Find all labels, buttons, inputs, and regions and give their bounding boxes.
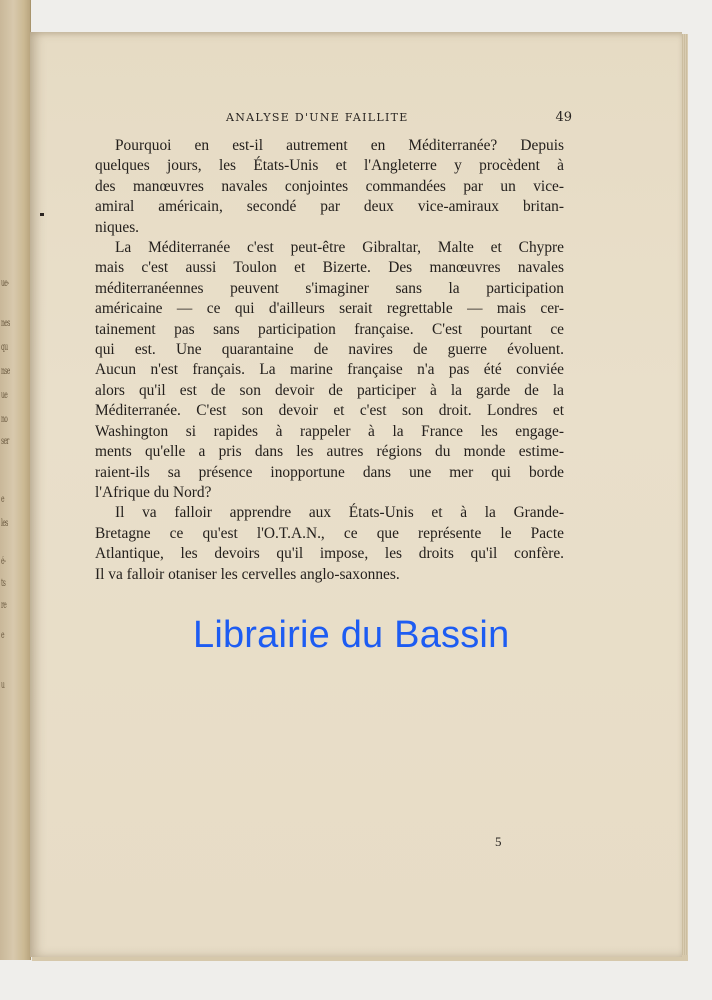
text-line: quelques jours, les États-Unis et l'Angleterre y procèdent à <box>95 157 564 175</box>
text-line: niques. <box>95 218 140 236</box>
text-line: Washington si rapides à rappeler à la France les engage- <box>95 422 564 440</box>
text-line: qui est. Une quarantaine de navires de guerre évoluent. <box>95 341 564 359</box>
running-title: ANALYSE D'UNE FAILLITE <box>226 111 409 124</box>
facing-page-text-fragment: é- <box>1 556 6 567</box>
facing-page-text-fragment: qu <box>1 342 8 353</box>
text-line: Pourquoi en est-il autrement en Méditerranée? Depuis <box>115 137 564 154</box>
facing-page-text-fragment: re <box>1 600 7 611</box>
paragraph <box>95 136 564 238</box>
text-line: méditerranéennes peuvent s'imaginer sans la participation <box>95 279 564 297</box>
facing-page-text-fragment: les <box>1 518 8 529</box>
facing-page-text-fragment: nse <box>1 366 10 377</box>
facing-page-text-fragment: ue <box>1 390 8 401</box>
text-line: Atlantique, les devoirs qu'il impose, les droits qu'il confère. <box>95 545 564 563</box>
facing-page-text-fragment: ser <box>1 436 9 447</box>
text-line: Aucun n'est français. La marine française n'a pas été conviée <box>95 361 564 379</box>
body-text <box>95 136 564 585</box>
text-line: raient-ils sa présence inopportune dans une mer qui borde <box>95 463 564 481</box>
watermark-text: Librairie du Bassin <box>193 614 510 656</box>
signature-mark: 5 <box>495 834 502 849</box>
page-number: 49 <box>555 110 572 125</box>
paragraph <box>95 238 564 503</box>
text-line: Il va falloir apprendre aux États-Unis et à la Grande- <box>115 504 564 522</box>
text-line: tainement pas sans participation française. C'est pourtant ce <box>95 320 564 338</box>
ink-mark <box>40 213 44 216</box>
text-line: mais c'est aussi Toulon et Bizerte. Des manœuvres navales <box>95 259 564 277</box>
text-line: Bretagne ce qu'est l'O.T.A.N., ce que représente le Pacte <box>95 524 564 542</box>
text-line: l'Afrique du Nord? <box>95 483 212 501</box>
facing-page-text-fragment: e <box>1 630 4 641</box>
facing-page-text-fragment: nes <box>1 318 10 329</box>
text-line: La Méditerranée c'est peut-être Gibraltar, Malte et Chypre <box>115 239 564 257</box>
text-line: ments qu'elle a pris dans les autres régions du monde estime- <box>95 443 564 461</box>
text-line: Il va falloir otaniser les cervelles anglo-saxonnes. <box>95 565 400 583</box>
facing-page-edge <box>0 0 31 960</box>
text-line: Méditerranée. C'est son devoir et c'est son droit. Londres et <box>95 402 564 420</box>
text-line: des manœuvres navales conjointes commandées par un vice- <box>95 177 564 195</box>
text-line: américaine — ce qui d'ailleurs serait regrettable — mais cer- <box>95 300 564 318</box>
running-header <box>226 111 572 127</box>
facing-page-text-fragment: ue- <box>1 278 9 289</box>
text-line: alors qu'il est de son devoir de participer à la garde de la <box>95 381 564 399</box>
paragraph <box>95 503 564 585</box>
facing-page-text-fragment: e <box>1 494 4 505</box>
facing-page-text-fragment: no <box>1 414 8 425</box>
facing-page-text-fragment: ts <box>1 578 6 589</box>
text-line: amiral américain, secondé par deux vice-amiraux britan- <box>95 198 564 216</box>
facing-page-text-fragment: u <box>1 680 5 691</box>
